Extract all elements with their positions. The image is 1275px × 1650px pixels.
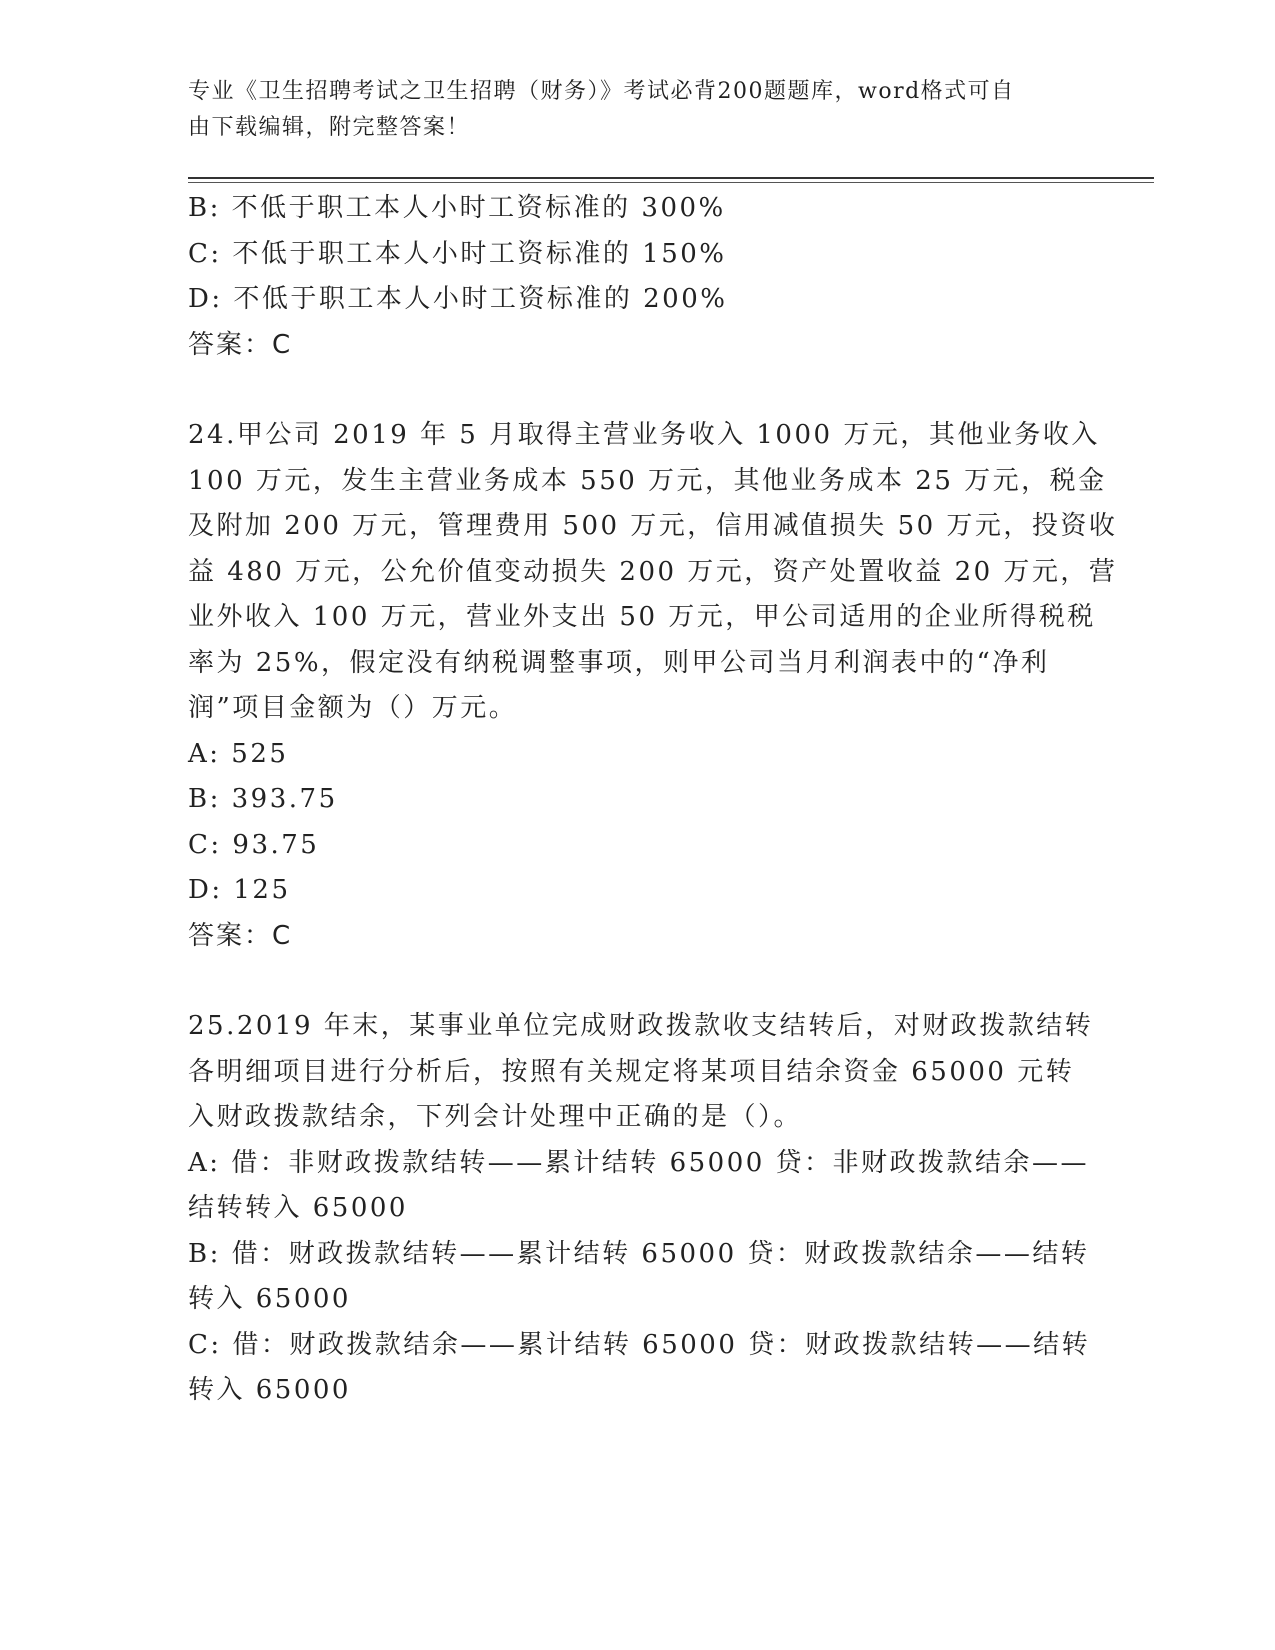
- q25-stem-line: 入财政拨款结余，下列会计处理中正确的是（）。: [188, 1102, 803, 1132]
- q24-stem-line: 润”项目金额为（）万元。: [188, 693, 518, 723]
- q24-option-d: D: 125: [188, 875, 291, 905]
- q24-stem-line: 24.甲公司 2019 年 5 月取得主营业务收入 1000 万元，其他业务收入: [188, 420, 1100, 450]
- q25-option-b-line: 转入 65000: [188, 1284, 351, 1314]
- header-line-1: 专业《卫生招聘考试之卫生招聘（财务）》考试必背200题题库，word格式可自: [188, 79, 1015, 104]
- header-divider-thick: [188, 177, 1154, 179]
- q25-option-a-line: A: 借：非财政拨款结转——累计结转 65000 贷：非财政拨款结余——: [188, 1147, 1090, 1178]
- q24-option-c: C: 93.75: [188, 829, 320, 860]
- header-line-2: 由下载编辑，附完整答案！: [188, 115, 471, 140]
- q24-option-a: A: 525: [188, 738, 289, 769]
- q25-stem-line: 各明细项目进行分析后，按照有关规定将某项目结余资金 65000 元转: [188, 1056, 1075, 1087]
- document-header: [188, 74, 1068, 146]
- q23-answer: 答案：C: [188, 329, 293, 360]
- q23-option-d: D: 不低于职工本人小时工资标准的 200%: [188, 284, 728, 314]
- q24-stem-line: 业外收入 100 万元，营业外支出 50 万元，甲公司适用的企业所得税税: [188, 602, 1096, 632]
- q25-option-a-line: 结转转入 65000: [188, 1193, 408, 1223]
- q25-option-b-line: B: 借：财政拨款结转——累计结转 65000 贷：财政拨款结余——结转: [188, 1238, 1090, 1269]
- q23-option-b: B: 不低于职工本人小时工资标准的 300%: [188, 193, 726, 223]
- header-divider-thin: [188, 182, 1154, 183]
- question-24: [188, 413, 1118, 959]
- q24-answer: 答案：C: [188, 920, 293, 951]
- spacer: [188, 959, 1088, 1004]
- q25-stem-line: 25.2019 年末，某事业单位完成财政拨款收支结转后，对财政拨款结转: [188, 1011, 1094, 1041]
- q24-stem-line: 益 480 万元，公允价值变动损失 200 万元，资产处置收益 20 万元，营: [188, 556, 1118, 587]
- q24-stem-line: 100 万元，发生主营业务成本 550 万元，其他业务成本 25 万元，税金: [188, 465, 1107, 496]
- document-body: [188, 186, 1118, 1414]
- q24-stem-line: 及附加 200 万元，管理费用 500 万元，信用减值损失 50 万元，投资收: [188, 511, 1118, 541]
- spacer: [188, 368, 1088, 413]
- q25-option-c-line: 转入 65000: [188, 1375, 351, 1405]
- question-25: [188, 1004, 1094, 1414]
- question-23-tail: [188, 186, 1088, 368]
- q24-option-b: B: 393.75: [188, 784, 338, 814]
- q23-option-c: C: 不低于职工本人小时工资标准的 150%: [188, 238, 727, 269]
- q24-stem-line: 率为 25%，假定没有纳税调整事项，则甲公司当月利润表中的“净利: [188, 647, 1050, 678]
- q25-option-c-line: C: 借：财政拨款结余——累计结转 65000 贷：财政拨款结转——结转: [188, 1329, 1091, 1360]
